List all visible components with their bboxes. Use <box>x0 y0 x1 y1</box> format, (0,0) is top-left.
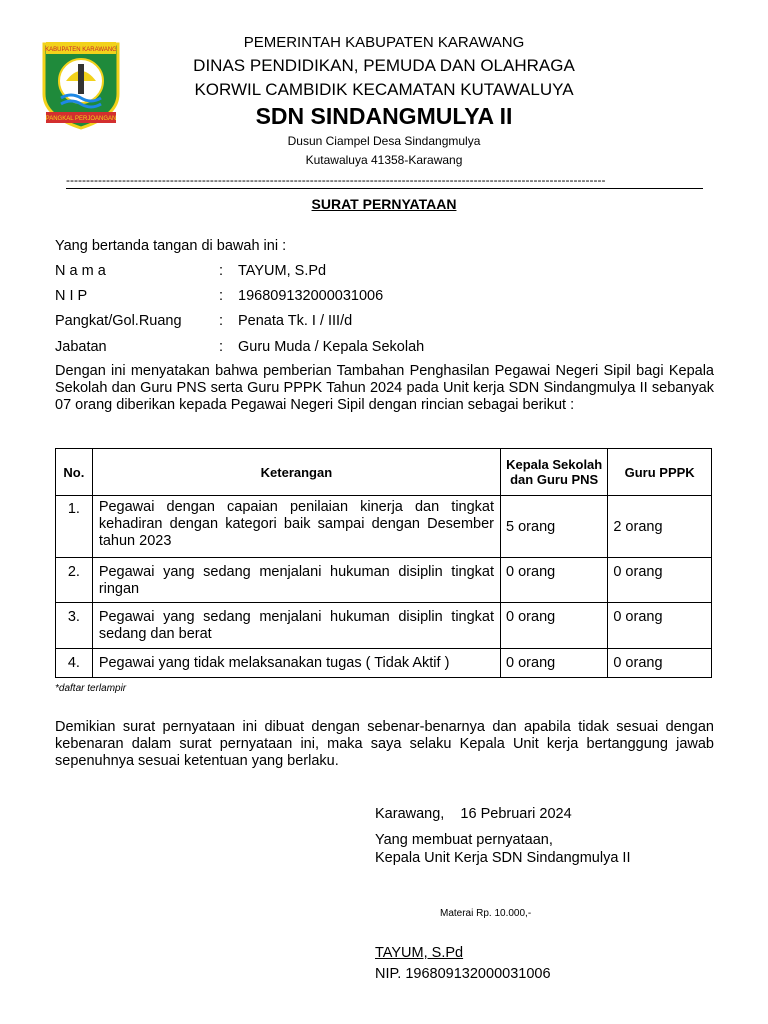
field-value-nama: TAYUM, S.Pd <box>238 263 327 279</box>
row-no: 1. <box>56 496 93 558</box>
row-pppk: 0 orang <box>608 558 712 603</box>
header-kepala-sekolah: Kepala Sekolah dan Guru PNS <box>501 449 608 496</box>
row-pppk: 0 orang <box>608 603 712 649</box>
table-row <box>56 496 712 558</box>
closing-paragraph: Demikian surat pernyataan ini dibuat dengan sebenar-benarnya dan apabila tidak sesuai dengan kebenaran dalam surat pernyataan ini, maka saya selaku Kepala Unit kerja bertanggung jawab sepenuhnya sesuai ketentuan yang berlaku. <box>55 719 714 769</box>
government-header: PEMERINTAH KABUPATEN KARAWANG <box>243 34 525 51</box>
address-line-2: Kutawaluya 41358-Karawang <box>305 153 463 167</box>
separator-line <box>66 188 703 189</box>
field-value-pangkat: Penata Tk. I / III/d <box>238 313 353 329</box>
row-kepala: 5 orang <box>501 496 608 558</box>
row-keterangan: Pegawai yang sedang menjalani hukuman disiplin tingkat ringan <box>92 558 500 603</box>
row-no: 2. <box>56 558 93 603</box>
row-keterangan: Pegawai yang sedang menjalani hukuman disiplin tingkat sedang dan berat <box>92 603 500 649</box>
signatory-name: TAYUM, S.Pd <box>375 945 464 961</box>
maker-label: Yang membuat pernyataan, <box>375 832 553 848</box>
row-pppk: 0 orang <box>608 649 712 678</box>
table-row <box>56 558 712 603</box>
field-colon: : <box>219 313 224 329</box>
row-kepala: 0 orang <box>501 558 608 603</box>
row-kepala: 0 orang <box>501 603 608 649</box>
statement-paragraph: Dengan ini menyatakan bahwa pemberian Tambahan Penghasilan Pegawai Negeri Sipil bagi Kepala Sekolah dan Guru PNS serta Guru PPPK Tahun 2024 pada Unit kerja SDN Sindangmulya II sebanyak 07 orang diberikan kepada Pegawai Negeri Sipil dengan rincian sebagai berikut : <box>55 363 714 413</box>
korwil-header: KORWIL CAMBIDIK KECAMATAN KUTAWALUYA <box>194 80 574 99</box>
document-title <box>0 196 768 212</box>
field-colon: : <box>219 339 224 355</box>
field-label-pangkat: Pangkat/Gol.Ruang <box>55 313 182 329</box>
field-colon: : <box>219 263 224 279</box>
field-value-jabatan: Guru Muda / Kepala Sekolah <box>238 339 425 355</box>
row-keterangan: Pegawai dengan capaian penilaian kinerja dan tingkat kehadiran dengan kategori baik sampai dengan Desember tahun 2023 <box>92 496 500 558</box>
materai-label: Materai Rp. 10.000,- <box>440 908 532 919</box>
table-header-row <box>56 449 712 496</box>
row-no: 3. <box>56 603 93 649</box>
dashed-separator: --------------------------------------------------------------------------------------------------------------------------------------- <box>66 173 606 187</box>
signatory-nip: NIP. 196809132000031006 <box>375 966 551 982</box>
field-label-jabatan: Jabatan <box>55 339 107 355</box>
field-label-nip: N I P <box>55 288 88 304</box>
details-table <box>55 448 712 678</box>
table-row <box>56 603 712 649</box>
header-guru-pppk: Guru PPPK <box>608 449 712 496</box>
field-colon: : <box>219 288 224 304</box>
logo-top-text: KABUPATEN KARAWANG <box>45 47 117 53</box>
position-label: Kepala Unit Kerja SDN Sindangmulya II <box>375 850 631 866</box>
place-date: Karawang, 16 Pebruari 2024 <box>375 806 572 822</box>
row-keterangan: Pegawai yang tidak melaksanakan tugas ( Tidak Aktif ) <box>92 649 500 678</box>
intro-text: Yang bertanda tangan di bawah ini : <box>55 238 287 254</box>
header-no: No. <box>56 449 93 496</box>
field-label-nama: N a m a <box>55 263 106 279</box>
row-pppk: 2 orang <box>608 496 712 558</box>
row-no: 4. <box>56 649 93 678</box>
school-name: SDN SINDANGMULYA II <box>255 103 513 129</box>
table-row <box>56 649 712 678</box>
attachment-note: *daftar terlampir <box>55 683 127 694</box>
logo-bottom-text: PANGKAL PERJOANGAN <box>45 116 117 122</box>
field-value-nip: 196809132000031006 <box>238 288 384 304</box>
department-header: DINAS PENDIDIKAN, PEMUDA DAN OLAHRAGA <box>193 56 575 75</box>
row-kepala: 0 orang <box>501 649 608 678</box>
kabupaten-karawang-logo <box>36 36 126 132</box>
document-title-text: SURAT PERNYATAAN <box>311 196 457 212</box>
address-line-1: Dusun Ciampel Desa Sindangmulya <box>287 134 481 148</box>
header-keterangan: Keterangan <box>92 449 500 496</box>
